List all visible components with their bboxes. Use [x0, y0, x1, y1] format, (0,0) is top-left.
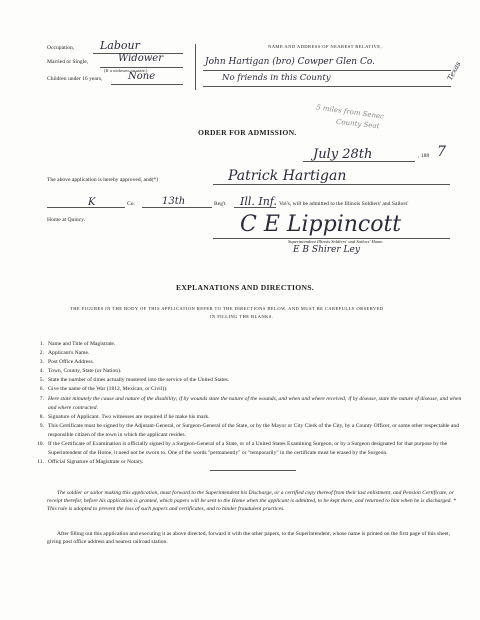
company-line	[47, 207, 125, 208]
children-label: Children under 16 years,	[47, 76, 103, 82]
approved-name: Patrick Hartigan	[228, 168, 347, 184]
footer-paragraph-2: After filling out this application and executing it as above directed, forward it with the other papers, to the Superintendent, whose name is printed on the first page of this sheet, giving post office address and nearest railroad station.	[47, 531, 451, 546]
co-label: Co.	[127, 201, 135, 207]
order-year-digit: 7	[437, 144, 446, 160]
order-date: July 28th	[313, 147, 373, 162]
pencil-note-2: County Seat	[335, 117, 380, 131]
field-divider	[195, 44, 196, 90]
relative-header: NAME AND ADDRESS OF NEAREST RELATIVE,	[268, 44, 382, 49]
approved-text: The above application is hereby approved, and(*)	[47, 177, 159, 183]
list-item: 9. This Certificate must be signed by the Adjutant-General, or Surgeon-General of the State, or by the Mayor or City Clerk of the City, by a County Officer, or some other respectable and responsible citizen of the town in which the applicant resides.	[39, 422, 460, 438]
superintendent-title: Superintendent Illinois Soldiers' and Sailors' Home.	[288, 239, 384, 244]
children-line	[111, 84, 183, 85]
margin-note: Texas	[446, 60, 463, 82]
regt-label: Reg't	[214, 201, 226, 207]
relative-line-rule-2	[203, 86, 451, 87]
superintendent-signature: C E Lippincott	[240, 212, 402, 237]
widower-note: (If a widower, so state.)	[104, 68, 148, 73]
order-year-prefix: , 188	[418, 153, 430, 159]
list-item: 5. State the number of times actually mustered into the service of the United States.	[39, 377, 230, 384]
approved-line	[213, 184, 450, 185]
list-item: 8. Signature of Applicant. Two witnesses are required if he make his mark.	[39, 413, 210, 420]
list-item: 2. Applicant's Name.	[39, 350, 90, 357]
list-item: 6. Give the name of the War (1812, Mexican, or Civil)).	[39, 386, 168, 393]
married-label: Married or Single,	[47, 59, 89, 65]
clerk-initials: E B Shirer Ley	[293, 245, 360, 255]
relative-line-rule-1	[203, 70, 451, 71]
directions-list	[32, 340, 464, 467]
list-item: 1. Name and Title of Magistrate.	[39, 341, 116, 347]
explanations-intro-2: IN FILLING THE BLANKS.	[210, 314, 274, 319]
company-value: K	[88, 197, 96, 208]
regt-value: 13th	[162, 196, 186, 207]
list-item: 3. Post Office Address.	[39, 359, 95, 366]
occupation-label: Occupation,	[47, 45, 75, 51]
children-value: None	[128, 71, 156, 82]
list-item: 11. Official Signature of Magistrate or Notary.	[37, 459, 144, 466]
list-item: 7. Here state minutely the cause and nature of the disability; if by wounds state the nature of the wounds, and when and where received; if by disease, state the nature of disease, and when and where contracted.	[39, 395, 462, 411]
arm-value: Ill. Inf.	[240, 195, 277, 208]
list-item: 4. Town, County, State (or Nation).	[39, 368, 122, 375]
married-value: Widower	[118, 53, 163, 64]
arm-line	[234, 207, 276, 208]
home-text: Home at Quincy.	[47, 217, 86, 223]
footer-paragraph-1: The soldier or sailor making this application, must forward to the Superintendent his Discharge, or a certified copy thereof from their last enlistment, and Pension Certificate, or receipt therefor, before his application is granted, which papers will be sent to the Home when the applicant is admitted, to be kept there, and returned to him when he is discharged. * This rule is adopted to prevent the loss of such papers and certificates, and to hinder fraudulent practices.	[47, 490, 457, 513]
section-divider	[210, 470, 296, 471]
date-line	[303, 161, 415, 162]
vols-text: Vol's, will be admitted to the Illinois Soldiers' and Sailors'	[279, 201, 409, 207]
occupation-value: Labour	[100, 39, 140, 52]
list-item: 10. If the Certificate of Examination is officially signed by a Surgeon-General of a State, or of a United States Examining Surgeon, or by a Surgeon designated for that purpose by the Superintendent of the Home, it need not be sworn to. One of the words "permanently" or "temporarily" in the certificate must be erased by the Surgeon.	[37, 441, 448, 457]
regt-line	[142, 207, 212, 208]
relative-line-2: No friends in this County	[222, 73, 331, 83]
pencil-note-1: 5 miles from Senec	[315, 103, 385, 121]
explanations-title: EXPLANATIONS AND DIRECTIONS.	[176, 283, 315, 292]
explanations-intro-1: THE FIGURES IN THE BODY OF THIS APPLICATION REFER TO THE DIRECTIONS BELOW, AND MUST BE CAREFULLY OBSERVED	[70, 306, 384, 311]
order-title: ORDER FOR ADMISSION.	[198, 128, 297, 137]
relative-line-1: John Hartigan (bro) Cowper Glen Co.	[205, 57, 375, 67]
